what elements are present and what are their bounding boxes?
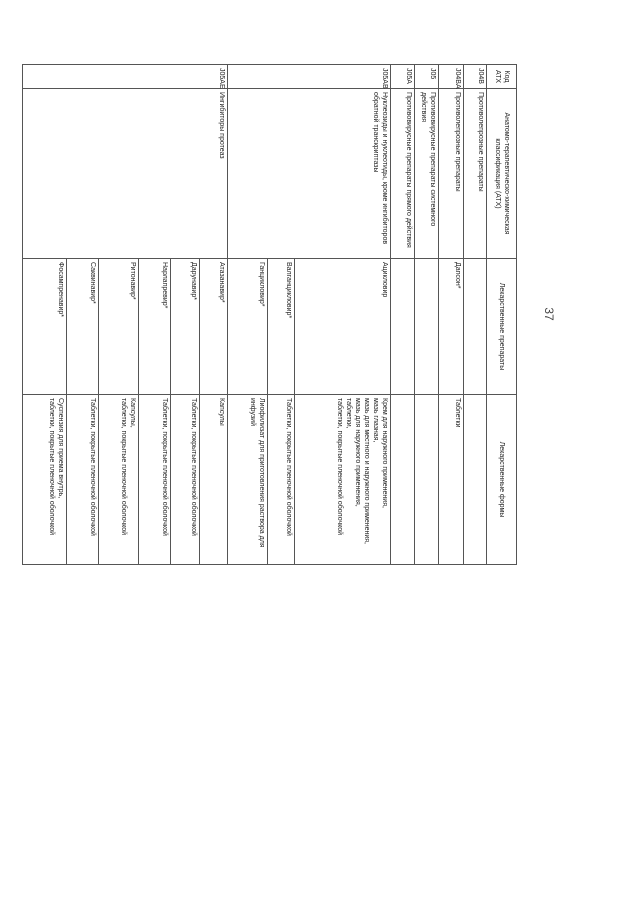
table-row	[464, 65, 487, 565]
drug-table	[22, 64, 517, 565]
cell-drug: Атазанавир*	[200, 259, 228, 395]
cell-forms	[415, 395, 439, 565]
forms-line: Капсулы	[218, 398, 225, 426]
cell-drug: Ритонавир*	[99, 259, 139, 395]
header-class: Анатомо-терапевтическо-химическая классификация (АТХ)	[487, 89, 517, 259]
cell-code: J05AE	[23, 65, 228, 89]
cell-drug	[415, 259, 439, 395]
cell-drug: Фосампренавир*	[23, 259, 67, 395]
cell-forms	[67, 395, 99, 565]
forms-line: Таблетки, покрытые пленочной оболочкой	[161, 398, 168, 536]
cell-class: Нуклеозиды и нуклеотиды, кроме ингибиторов обратной транскриптазы	[228, 89, 391, 259]
cell-drug: Дапсон*	[439, 259, 464, 395]
cell-class: Противовирусные препараты прямого действия	[391, 89, 415, 259]
forms-line: таблетки, покрытые пленочной оболочкой	[120, 398, 127, 536]
cell-code: J05	[415, 65, 439, 89]
forms-line: Таблетки, покрытые пленочной оболочкой	[89, 398, 96, 536]
forms-line: мазь для местного и наружного применения,	[363, 398, 370, 544]
cell-forms	[171, 395, 200, 565]
cell-class: Противолепрозные препараты	[439, 89, 464, 259]
table-row	[200, 65, 228, 565]
forms-line: таблетки,	[345, 398, 352, 429]
cell-forms	[228, 395, 268, 565]
forms-line: таблетки, покрытые пленочной оболочкой	[48, 398, 55, 536]
forms-line: Лиофилизат для приготовления раствора для инфузий	[249, 398, 265, 548]
cell-code: J05A	[391, 65, 415, 89]
cell-drug: Дарунавир*	[171, 259, 200, 395]
cell-forms	[99, 395, 139, 565]
cell-forms	[439, 395, 464, 565]
cell-drug	[464, 259, 487, 395]
forms-line: Таблетки, покрытые пленочной оболочкой	[285, 398, 292, 536]
cell-drug: Нарлапревир*	[139, 259, 171, 395]
table-row	[439, 65, 464, 565]
cell-forms	[200, 395, 228, 565]
forms-line: Капсулы,	[129, 398, 136, 428]
forms-line: таблетки, покрытые пленочной оболочкой	[336, 398, 343, 536]
cell-code: J04B	[464, 65, 487, 89]
table-row	[391, 65, 415, 565]
cell-code: J04BA	[439, 65, 464, 89]
forms-line: Таблетки, покрытые пленочной оболочкой	[190, 398, 197, 536]
cell-class: Ингибиторы протеаз	[23, 89, 228, 259]
table-row	[295, 65, 391, 565]
cell-forms	[464, 395, 487, 565]
header-code: Код АТХ	[487, 65, 517, 89]
cell-drug: Ганцикловир*	[228, 259, 268, 395]
cell-drug: Саквинавир*	[67, 259, 99, 395]
forms-line: мазь для наружного применения,	[354, 398, 361, 507]
header-drugs: Лекарственные препараты	[487, 259, 517, 395]
cell-forms	[139, 395, 171, 565]
cell-forms	[391, 395, 415, 565]
cell-drug: Валганцикловир*	[268, 259, 295, 395]
cell-class: Противолепрозные препараты	[464, 89, 487, 259]
forms-line: Таблетки	[454, 398, 461, 428]
cell-forms	[295, 395, 391, 565]
cell-forms	[23, 395, 67, 565]
page-number: 37	[542, 307, 556, 321]
cell-code: J05AB	[228, 65, 391, 89]
rotated-page	[0, 64, 560, 564]
table-row	[415, 65, 439, 565]
forms-line: Суспензия для приема внутрь,	[57, 398, 64, 499]
forms-line: Крем для наружного применения,	[381, 398, 388, 508]
table-header-row	[487, 65, 517, 565]
header-forms: Лекарственные формы	[487, 395, 517, 565]
cell-forms	[268, 395, 295, 565]
forms-line: мазь глазная,	[372, 398, 379, 443]
cell-drug	[391, 259, 415, 395]
cell-class: Противовирусные препараты системного действия	[415, 89, 439, 259]
cell-drug: Ацикловир	[295, 259, 391, 395]
